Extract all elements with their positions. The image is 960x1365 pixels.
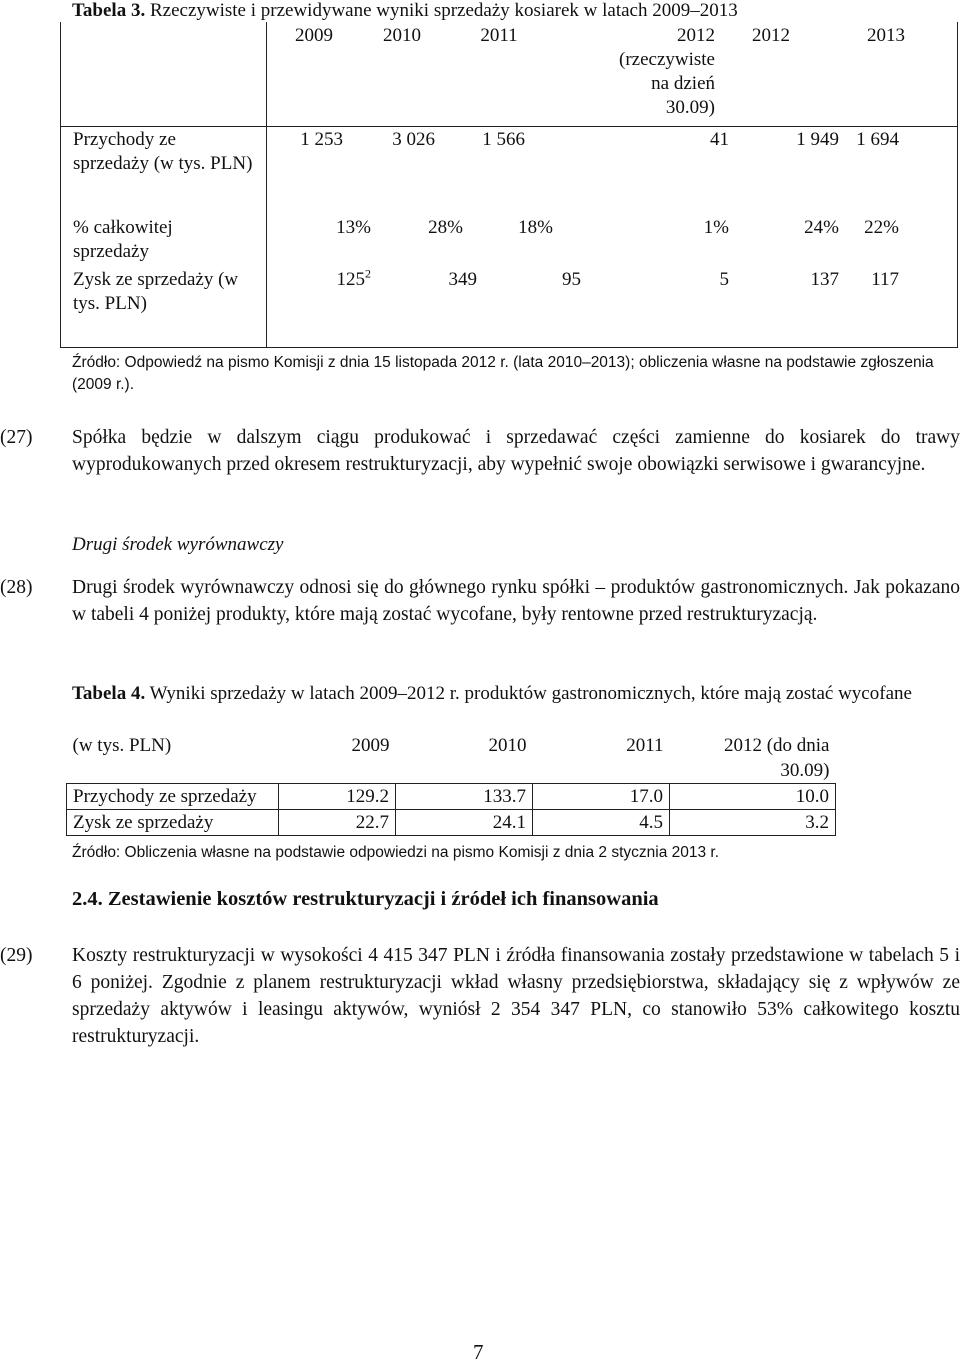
table4-row-label-revenue: Przychody ze sprzedaży — [67, 784, 279, 810]
table3-header-divider — [61, 126, 957, 127]
paragraph-29: Koszty restrukturyzacji w wysokości 4 415 347 PLN i źródła finansowania zostały przedstawione w tabelach 5 i 6 poniżej. Zgodnie z planem restrukturyzacji wkład własny przedsiębiorstwa, składający się z wpływów ze sprzedaży aktywów i leasingu aktywów, wyniósł 2 354 347 PLN, co stanowiło 53% całkowitego kosztu restrukturyzacji. — [72, 945, 960, 1047]
table3-row-label-profit: Zysk ze sprzedaży (w tys. PLN) — [73, 269, 239, 314]
table4-caption-text: Wyniki sprzedaży w latach 2009–2012 r. produktów gastronomicznych, które mają zostać wycofane — [145, 683, 912, 704]
page-number: 7 — [473, 1340, 484, 1364]
table3-cell: 22% — [864, 217, 899, 238]
table3-caption-label: Tabela 3. — [72, 0, 146, 21]
footnote-marker: 2 — [365, 266, 371, 281]
section-heading: 2.4. Zestawienie kosztów restrukturyzacji i źródeł ich finansowania — [72, 888, 659, 910]
table4-cell: 22.7 — [279, 810, 396, 836]
table4-header-2009: 2009 — [279, 733, 396, 784]
table3-cell: 137 — [810, 269, 839, 290]
paragraph-number-27: (27) — [0, 427, 33, 448]
table4-source: Źródło: Obliczenia własne na podstawie odpowiedzi na pismo Komisji z dnia 2 stycznia 2013 r. — [72, 844, 720, 861]
table3-caption-text: Rzeczywiste i przewidywane wyniki sprzedaży kosiarek w latach 2009–2013 — [145, 0, 738, 21]
table4-header-2010: 2010 — [396, 733, 533, 784]
table3-cell: 28% — [428, 217, 463, 238]
paragraph-27: Spółka będzie w dalszym ciągu produkować i sprzedawać części zamienne do kosiarek do trawy wyprodukowanych przed okresem restrukturyzacji, aby wypełnić swoje obowiązki serwisowe i gwarancyjne. — [72, 427, 960, 475]
table4-cell: 4.5 — [533, 810, 670, 836]
table4-cell: 24.1 — [396, 810, 533, 836]
paragraph-28: Drugi środek wyrównawczy odnosi się do głównego rynku spółki – produktów gastronomicznych. Jak pokazano w tabeli 4 poniżej produkty, które mają zostać wycofane, były rentowne przed restrukturyzacją. — [72, 577, 960, 625]
table3-cell: 3 026 — [392, 129, 435, 150]
table4-header-2011: 2011 — [533, 733, 670, 784]
table3-header-2012: 2012 — [752, 25, 790, 46]
table3-cell: 41 — [710, 129, 729, 150]
paragraph-number-28: (28) — [0, 577, 33, 598]
table3-cell: 1 253 — [300, 129, 343, 150]
table4-caption — [72, 681, 960, 706]
table4 — [66, 733, 836, 836]
table3-cell: 18% — [518, 217, 553, 238]
table3-caption — [72, 0, 738, 22]
table3-cell: 24% — [804, 217, 839, 238]
table3-cell: 1 566 — [482, 129, 525, 150]
table3-header-2013: 2013 — [867, 25, 905, 46]
table3-header-2010: 2010 — [383, 25, 421, 46]
table3-row-label-revenue: Przychody ze sprzedaży (w tys. PLN) — [73, 129, 253, 174]
table4-cell: 10.0 — [670, 784, 836, 810]
table4-cell: 133.7 — [396, 784, 533, 810]
table4-unit: (w tys. PLN) — [67, 733, 279, 784]
table3-cell: 95 — [562, 269, 581, 290]
table4-cell: 3.2 — [670, 810, 836, 836]
table4-cell: 17.0 — [533, 784, 670, 810]
table4-header-2012: 2012 (do dnia 30.09) — [670, 733, 836, 784]
table4-caption-label: Tabela 4. — [72, 683, 146, 704]
table4-cell: 129.2 — [279, 784, 396, 810]
table3-header-2009: 2009 — [295, 25, 333, 46]
table3 — [60, 22, 958, 348]
table3-row-label-share: % całkowitej sprzedaży — [73, 217, 173, 262]
table3-cell: 125 — [336, 269, 365, 290]
table3-cell-with-footnote — [337, 268, 372, 292]
subheading-second-measure: Drugi środek wyrównawczy — [72, 534, 284, 555]
table3-column-divider — [266, 22, 267, 347]
table3-cell: 117 — [871, 269, 899, 290]
table3-cell: 1 949 — [796, 129, 839, 150]
table3-header-2011: 2011 — [480, 25, 518, 46]
table3-cell: 349 — [448, 269, 477, 290]
table3-source: Źródło: Odpowiedź na pismo Komisji z dnia 15 listopada 2012 r. (lata 2010–2013); obliczenia własne na podstawie zgłoszenia (2009 r.). — [72, 354, 934, 393]
table3-cell: 5 — [719, 269, 729, 290]
table3-cell: 1 694 — [856, 129, 899, 150]
table3-cell: 1% — [703, 217, 729, 238]
paragraph-number-29: (29) — [0, 945, 33, 966]
table3-cell: 13% — [336, 217, 371, 238]
table4-row-label-profit: Zysk ze sprzedaży — [67, 810, 279, 836]
table3-header-2012-actual: 2012 (rzeczywiste na dzień 30.09) — [619, 25, 715, 118]
